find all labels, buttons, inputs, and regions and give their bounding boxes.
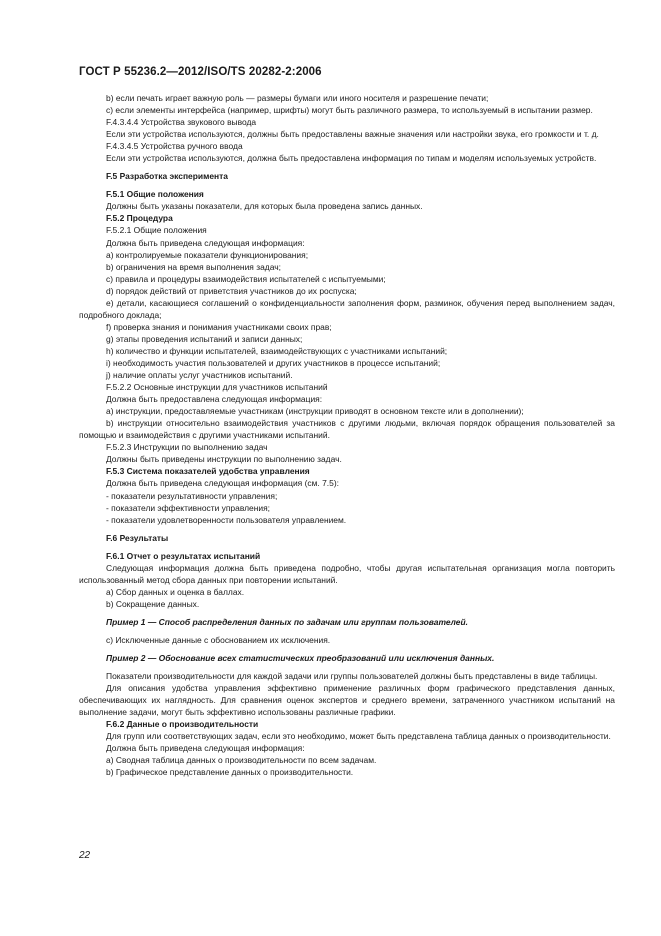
paragraph: f) проверка знания и понимания участниками своих прав; [106,321,332,332]
paragraph: b) инструкции относительно взаимодействия участников с другими людьми, включая порядок обращения пользователей за помощью и взаимодействия с другими участниками испытаний. [79,418,615,441]
section-heading: F.5.3 Система показателей удобства управления [106,466,310,477]
paragraph: j) наличие оплаты услуг участников испытаний. [106,370,293,381]
paragraph: a) инструкции, предоставляемые участникам (инструкции приводят в основном тексте или в дополнении); [106,406,524,417]
section-heading: F.5.2 Процедура [106,213,173,224]
paragraph: Для групп или соответствующих задач, если это необходимо, может быть представлена таблица данных о производительности. [106,731,611,742]
section-heading: F.5 Разработка эксперимента [106,171,228,182]
section-heading: F.6.2 Данные о производительности [106,719,259,730]
example-note: Пример 2 — Обоснование всех статистических преобразований или исключения данных. [106,653,495,664]
paragraph: Должны быть приведены инструкции по выполнению задач. [106,454,342,465]
paragraph: a) контролируемые показатели функционирования; [106,249,309,260]
paragraph: Следующая информация должна быть приведена подробно, чтобы другая испытательная организация могла повторить использованный метод сбора данных при повторении испытаний. [79,562,615,585]
paragraph: c) если элементы интерфейса (например, шрифты) могут быть различного размера, то используемый в испытании размер. [106,105,593,116]
section-heading: F.6.1 Отчет о результатах испытаний [106,550,261,561]
paragraph: c) Исключенные данные с обоснованием их исключения. [106,634,331,645]
paragraph: b) если печать играет важную роль — размеры бумаги или иного носителя и разрешение печати; [106,93,489,103]
section-heading: F.6 Результаты [106,532,169,543]
paragraph: e) детали, касающиеся соглашений о конфиденциальности заполнения форм, разминок, обучения перед выполнением задач, подробного доклада; [79,297,615,320]
paragraph: b) Сокращение данных. [106,598,200,609]
paragraph: Должна быть приведена следующая информация: [106,743,305,754]
paragraph: b) Графическое представление данных о производительности. [106,767,354,778]
paragraph: F.5.2.2 Основные инструкции для участников испытаний [106,382,328,393]
paragraph: d) порядок действий от приветствия участников до их роспуска; [106,285,357,296]
paragraph: h) количество и функции испытателей, взаимодействующих с участниками испытаний; [106,345,448,356]
paragraph: Для описания удобства управления эффективно применение различных форм графического представления данных, обеспечивающих их наглядность. Для сравнения оценок экспертов и среднего времени, затраченного участником испытаний на выполнение задачи, могут быть эффективно использованы различные графики. [79,683,615,718]
paragraph: Показатели производительности для каждой задачи или группы пользователей должны быть представлены в виде таблицы. [106,671,598,682]
paragraph: Если эти устройства используются, должны быть предоставлены важные значения или настройки звука, его громкости и т. д. [106,129,599,140]
example-note: Пример 1 — Способ распределения данных по задачам или группам пользователей. [106,616,468,627]
paragraph: i) необходимость участия пользователей и других участников в процессе испытаний; [106,357,441,368]
paragraph: - показатели результативности управления; [106,490,278,501]
paragraph: Должна быть приведена следующая информация: [106,237,305,248]
paragraph: a) Сбор данных и оценка в баллах. [106,586,245,597]
paragraph: - показатели эффективности управления; [106,502,271,513]
paragraph: F.5.2.1 Общие положения [106,225,207,236]
paragraph: a) Сводная таблица данных о производительности по всем задачам. [106,755,377,766]
paragraph: Должна быть приведена следующая информация (см. 7.5): [106,478,339,489]
paragraph: - показатели удовлетворенности пользователя управлением. [106,514,347,525]
paragraph: F.4.3.4.4 Устройства звукового вывода [106,117,257,128]
paragraph: Должны быть указаны показатели, для которых была проведена запись данных. [106,201,423,212]
document-header: ГОСТ Р 55236.2—2012/ISO/TS 20282-2:2006 [79,66,322,78]
paragraph: F.4.3.4.5 Устройства ручного ввода [106,141,243,152]
document-body [79,92,615,778]
paragraph: Если эти устройства используются, должна быть предоставлена информация по типам и моделям используемых устройств. [106,153,597,164]
section-heading: F.5.1 Общие положения [106,189,204,200]
paragraph: Должна быть предоставлена следующая информация: [106,394,323,405]
paragraph: F.5.2.3 Инструкции по выполнению задач [106,442,268,453]
paragraph: c) правила и процедуры взаимодействия испытателей с испытуемыми; [106,273,386,284]
paragraph: b) ограничения на время выполнения задач; [106,261,281,272]
page-number: 22 [79,850,91,861]
paragraph: g) этапы проведения испытаний и записи данных; [106,333,303,344]
